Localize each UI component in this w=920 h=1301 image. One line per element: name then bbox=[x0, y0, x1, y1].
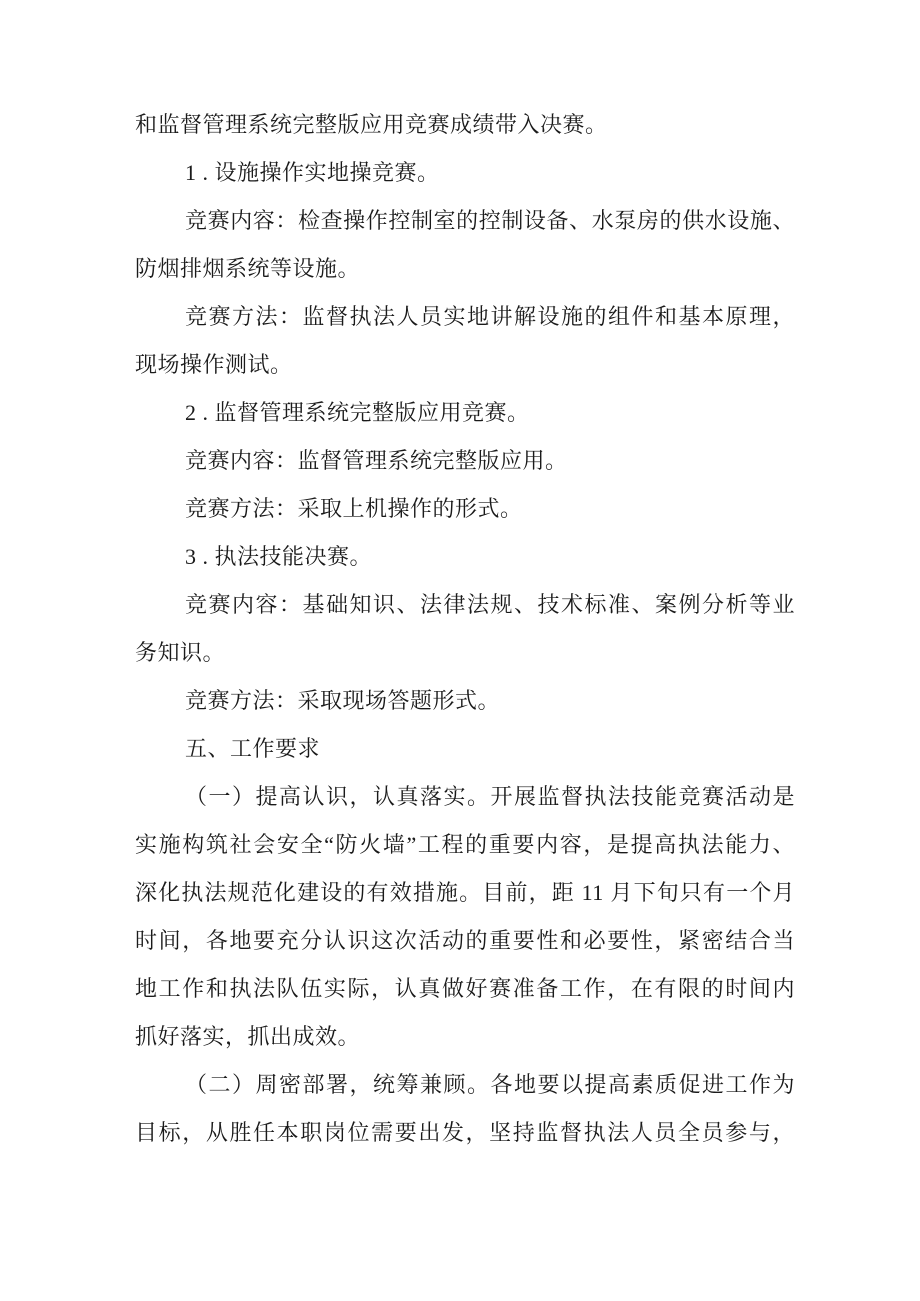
text-line: 时间，各地要充分认识这次活动的重要性和必要性，紧密结合当 bbox=[135, 928, 795, 953]
text-line: 竞赛内容：基础知识、法律法规、技术标准、案例分析等业 bbox=[185, 592, 795, 617]
text-line: 抓好落实，抓出成效。 bbox=[135, 1024, 361, 1049]
section-heading: 五、工作要求 bbox=[185, 736, 321, 761]
text-line-numbered-item-1: 1 . 设施操作实地操竞赛。 bbox=[185, 160, 440, 185]
text-line: 竞赛内容：检查操作控制室的控制设备、水泵房的供水设施、 bbox=[185, 208, 795, 233]
text-line: 务知识。 bbox=[135, 640, 226, 665]
text-line-numbered-item-3: 3 . 执法技能决赛。 bbox=[185, 544, 373, 569]
text-line: 防烟排烟系统等设施。 bbox=[135, 256, 361, 281]
text-line: 目标，从胜任本职岗位需要出发，坚持监督执法人员全员参与， bbox=[135, 1120, 795, 1145]
text-line: 竞赛方法：采取上机操作的形式。 bbox=[185, 496, 523, 521]
text-line: （一）提高认识，认真落实。开展监督执法技能竞赛活动是 bbox=[185, 784, 795, 809]
text-line-numbered-item-2: 2 . 监督管理系统完整版应用竞赛。 bbox=[185, 400, 530, 425]
text-line: 竞赛方法：监督执法人员实地讲解设施的组件和基本原理， bbox=[185, 304, 795, 329]
text-line: 竞赛内容：监督管理系统完整版应用。 bbox=[185, 448, 568, 473]
text-line: 地工作和执法队伍实际，认真做好赛准备工作，在有限的时间内 bbox=[135, 976, 795, 1001]
text-line: 现场操作测试。 bbox=[135, 352, 293, 377]
text-line: 和监督管理系统完整版应用竞赛成绩带入决赛。 bbox=[135, 112, 608, 137]
text-line: 实施构筑社会安全“防火墙”工程的重要内容，是提高执法能力、 bbox=[135, 832, 795, 857]
text-block bbox=[135, 101, 795, 1157]
text-line: 竞赛方法：采取现场答题形式。 bbox=[185, 688, 501, 713]
text-line: （二）周密部署，统筹兼顾。各地要以提高素质促进工作为 bbox=[185, 1072, 795, 1097]
text-line: 深化执法规范化建设的有效措施。目前，距 11 月下旬只有一个月 bbox=[135, 880, 795, 905]
